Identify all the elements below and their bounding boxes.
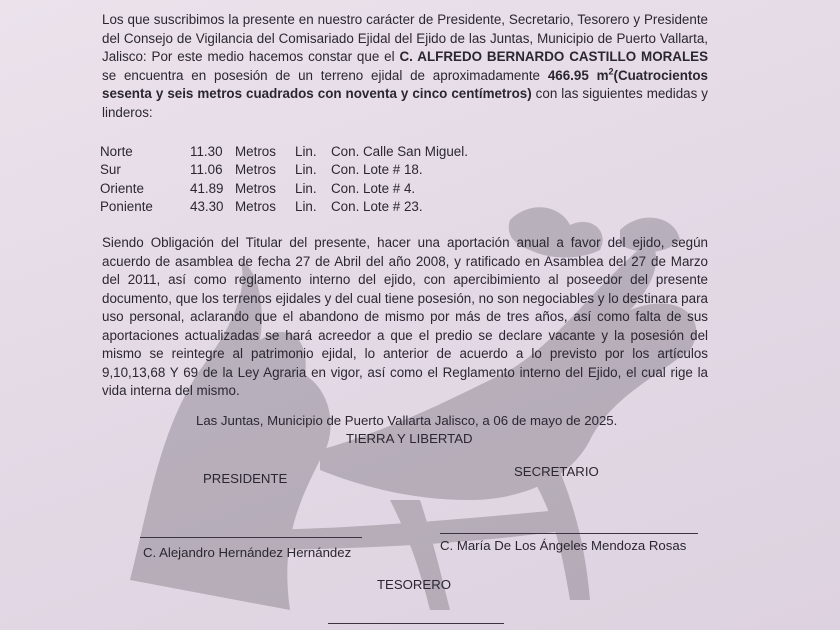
motto: TIERRA Y LIBERTAD [346,431,473,446]
treasurer-signature-line [328,623,504,624]
president-signature-line [140,537,362,538]
table-row: Oriente 41.89 Metros Lin. Con. Lote # 4. [100,180,416,196]
boundaries-table [100,142,468,216]
place-date: Las Juntas, Municipio de Puerto Vallarta Jalisco, a 06 de mayo de 2025. [196,413,618,428]
possession-text: se encuentra en posesión de un terreno ejidal de aproximadamente [102,67,548,83]
holder-name: C. ALFREDO BERNARDO CASTILLO MORALES [399,49,709,64]
president-name: C. Alejandro Hernández Hernández [143,545,352,560]
secretary-name: C. María De Los Ángeles Mendoza Rosas [440,538,687,553]
certification-paragraph [102,11,708,122]
president-title: PRESIDENTE [203,471,288,486]
secretary-title: SECRETARIO [514,464,599,479]
land-area: 466.95 $m^2(Cuatrocientos$ sesenta y seis metros cuadrados con noventa y cinco centímetros) [102,66,708,101]
secretary-signature-line [440,533,698,534]
obligations-paragraph: Siendo Obligación del Titular del presente, hacer una aportación anual a favor del ejido, según acuerdo de asamblea de fecha 27 de Abril del año 2008, y ratificado en Asamblea del 27 de Marzo del 2011, así como reglamento interno del ejido, con apercibimiento al poseedor del presente documento, que los terrenos ejidales y del cual tiene posesión, no son negociables y lo destinara para uso personal, aclarando que el abandono de mismo por más de tres años, así como falta de sus aportaciones actualizadas se hará acreedor a que el predio se declare vacante y la posesión del mismo se reintegre al patrimonio ejidal, lo anterior de acuerdo a lo previsto por los artículos 9,10,13,68 Y 69 de la Ley Agraria en vigor, así como el Reglamento interno del Ejido, el cual rige la vida interna del mismo. [102,235,708,398]
boundaries-intro: con las siguientes medidas y linderos: [102,86,708,120]
table-row: Poniente 43.30 Metros Lin. Con. Lote # 23. [100,199,423,215]
treasurer-title: TESORERO [377,577,452,592]
intro-text: Los que suscribimos la presente en nuestro carácter de Presidente, Secretario, Tesorero y Presidente del Consejo de Vigilancia del Comisariado Ejidal del Ejido de las Juntas, Municipio de Puerto Vallarta, Jalisco: Por este medio hacemos constar que el [102,12,708,64]
table-row: Norte 11.30 Metros Lin. Con. Calle San Miguel. [100,143,468,159]
table-row: Sur 11.06 Metros Lin. Con. Lote # 18. [100,162,423,178]
